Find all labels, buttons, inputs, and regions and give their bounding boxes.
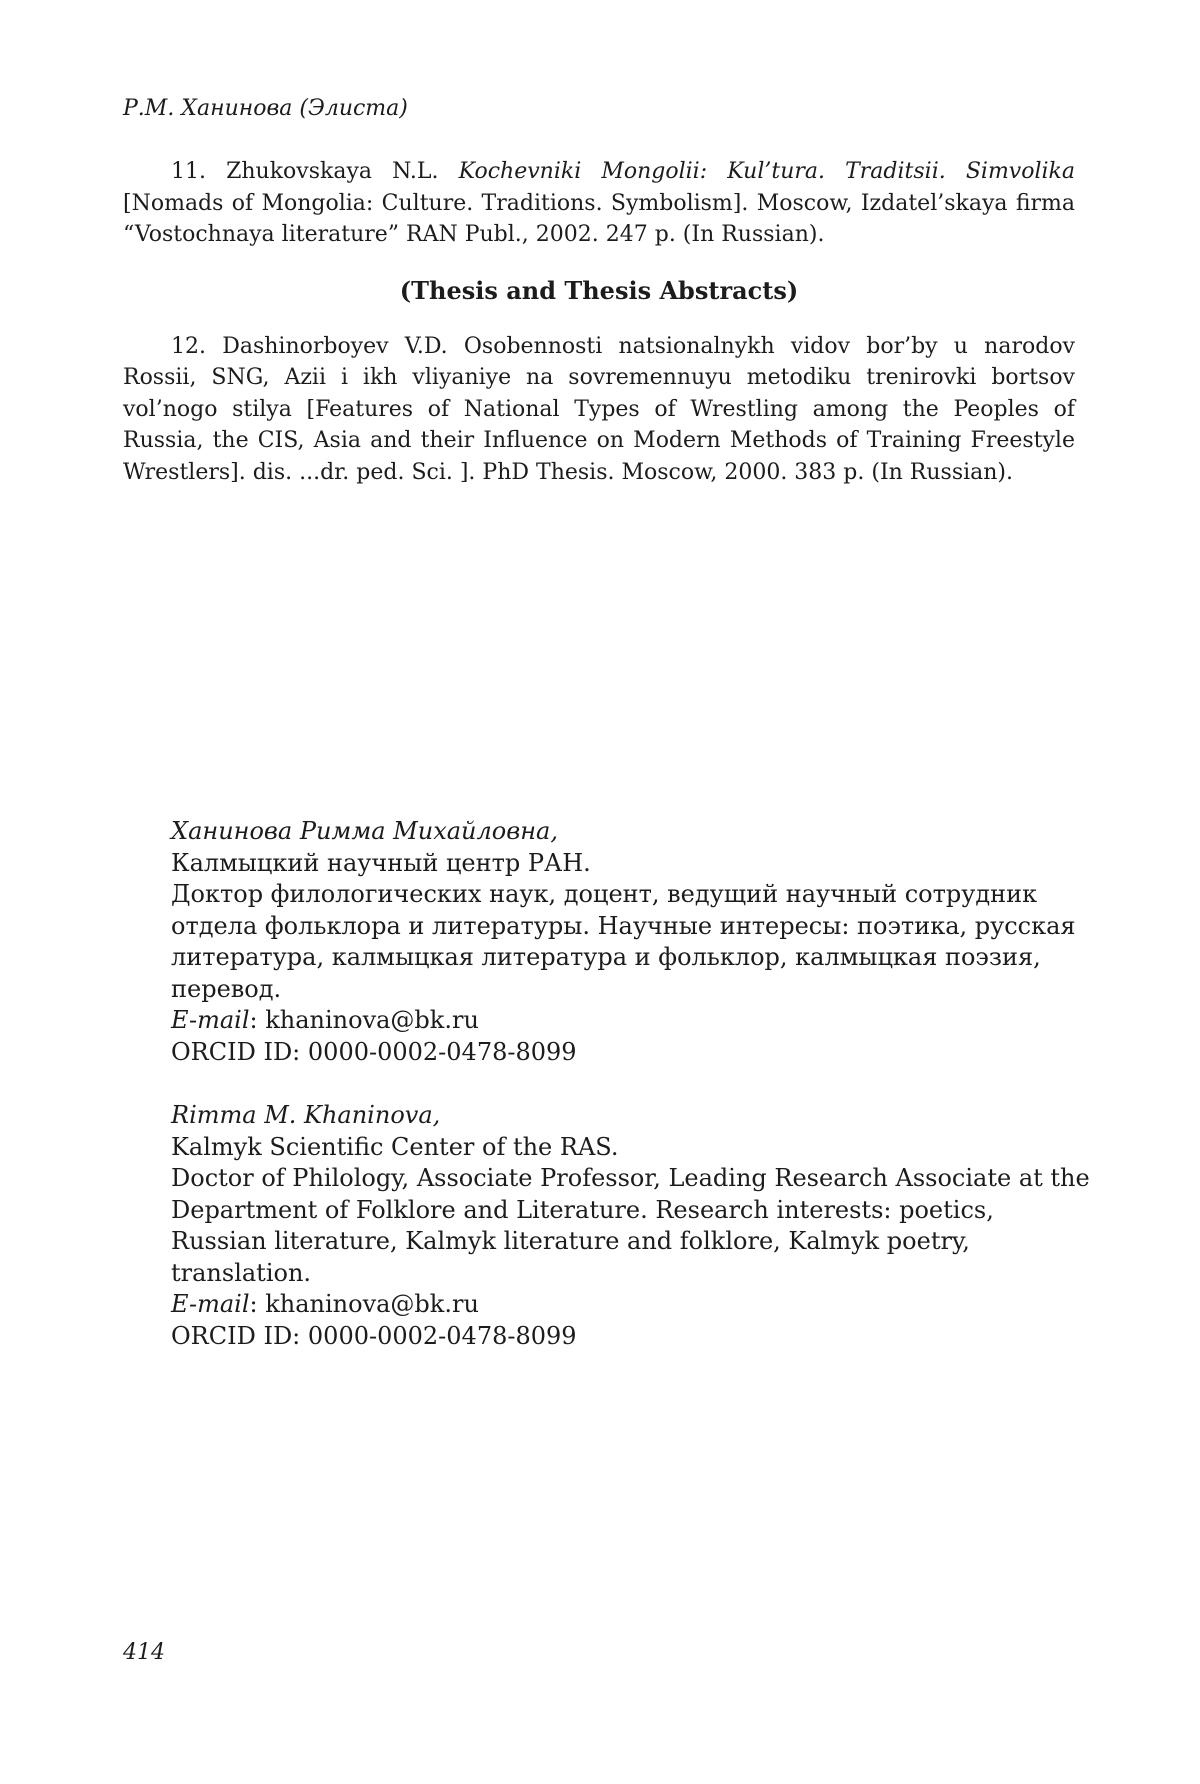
reference-12: 12. Dashinorboyev V.D. Osobennosti natsionalnykh vidov bor’by u narodov Rossii, SNG, Azii i ikh vliyaniye na sovremennuyu metodiku trenirovki bortsov vol’nogo stilya [Features of National Types of Wrestling among the Peoples of Russia, the CIS, Asia and their Influence on Modern Methods of Training Freestyle Wrestlers]. dis. ...dr. ped. Sci. ]. PhD Thesis. Moscow, 2000. 383 p. (In Russian). bbox=[123, 333, 1075, 485]
author-email-ru bbox=[171, 1005, 1091, 1037]
author-name-ru: Ханинова Римма Михайловна, bbox=[171, 817, 558, 845]
references-section bbox=[123, 156, 1075, 488]
author-description-ru: Доктор филологических наук, доцент, ведущий научный сотрудник отдела фольклора и литературы. Научные интересы: поэтика, русская литература, калмыцкая литература и фольклор, калмыцкая поэзия, перевод. bbox=[171, 880, 1076, 1003]
running-head: Р.М. Ханинова (Элиста) bbox=[123, 96, 408, 121]
section-heading: (Thesis and Thesis Abstracts) bbox=[399, 275, 799, 305]
email-value-ru[interactable]: : khaninova@bk.ru bbox=[249, 1006, 479, 1034]
reference-11-prefix: 11. Zhukovskaya N.L. bbox=[171, 159, 459, 184]
author-orcid-ru: ORCID ID: 0000-0002-0478-8099 bbox=[171, 1037, 577, 1066]
author-description-en: Doctor of Philology, Associate Professor, Leading Research Associate at the Department of Folklore and Literature. Research interests: poetics, Russian literature, Kalmyk literature and folklore, Kalmyk poetry, translation. bbox=[171, 1164, 1090, 1287]
author-email-en bbox=[171, 1289, 1091, 1321]
reference-11 bbox=[123, 156, 1075, 251]
author-info-en bbox=[171, 1100, 1091, 1352]
email-value-en[interactable]: : khaninova@bk.ru bbox=[249, 1290, 479, 1318]
email-label-en: E-mail bbox=[171, 1290, 250, 1318]
author-affiliation-en: Kalmyk Scientific Center of the RAS. bbox=[171, 1132, 619, 1161]
email-label-ru: E-mail bbox=[171, 1006, 250, 1034]
reference-11-title: Kochevniki Mongolii: Kul’tura. Traditsii. Simvolika bbox=[458, 159, 1075, 184]
author-name-en: Rimma M. Khaninova, bbox=[171, 1101, 441, 1129]
reference-11-rest: [Nomads of Mongolia: Culture. Traditions. Symbolism]. Moscow, Izdatel’skaya firma “Vostochnaya literature” RAN Publ., 2002. 247 p. (In Russian). bbox=[123, 190, 1075, 247]
page-number: 414 bbox=[123, 1640, 165, 1665]
author-affiliation-ru: Калмыцкий научный центр РАН. bbox=[171, 848, 591, 877]
author-info-ru bbox=[171, 816, 1091, 1068]
author-orcid-en: ORCID ID: 0000-0002-0478-8099 bbox=[171, 1321, 577, 1350]
